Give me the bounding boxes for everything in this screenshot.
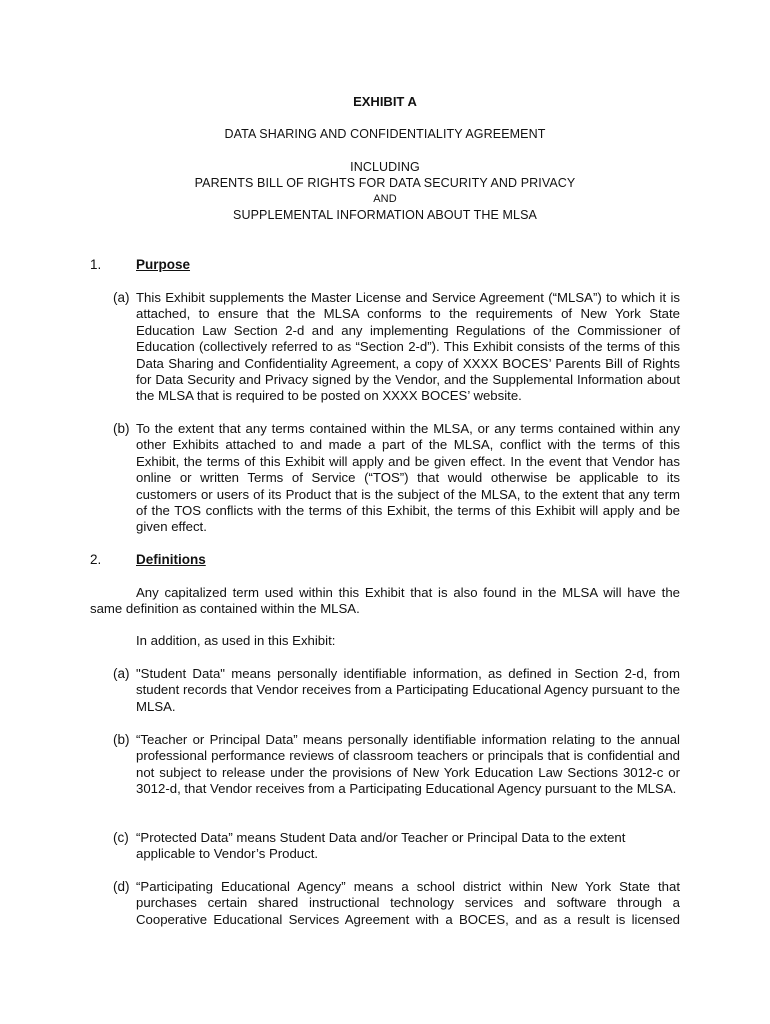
section-1-number: 1. <box>90 257 102 272</box>
subtitle-parents-bill: PARENTS BILL OF RIGHTS FOR DATA SECURITY AND PRIVACY <box>194 176 576 190</box>
section-2-item-c-label: (c) <box>113 830 129 845</box>
section-2-intro-2: In addition, as used in this Exhibit: <box>136 633 336 648</box>
section-1-item-a-text: This Exhibit supplements the Master License and Service Agreement (“MLSA”) to which it is attached, to ensure that the MLSA conforms to the requirements of New York State Education Law Section 2-d and any implementing Regulations of the Commissioner of Education (collectively referred to as “Section 2-d”). This Exhibit consists of the terms of this Data Sharing and Confidentiality Agreement, a copy of XXXX BOCES’ Parents Bill of Rights for Data Security and Privacy signed by the Vendor, and the Supplemental Information about the MLSA that is required to be posted on XXXX BOCES’ website. <box>136 290 680 404</box>
and-label: AND <box>373 193 397 205</box>
section-2-heading: Definitions <box>136 552 206 567</box>
section-1-item-a-label: (a) <box>113 290 130 305</box>
agreement-title: DATA SHARING AND CONFIDENTIALITY AGREEMENT <box>224 127 546 141</box>
including-label: INCLUDING <box>350 160 420 174</box>
section-2-item-a-label: (a) <box>113 666 130 681</box>
section-2-intro: Any capitalized term used within this Exhibit that is also found in the MLSA will have the same definition as contained within the MLSA. <box>90 585 680 617</box>
section-2-item-c-text: “Protected Data” means Student Data and/or Teacher or Principal Data to the extent applicable to Vendor’s Product. <box>136 830 626 862</box>
section-1-item-b-text: To the extent that any terms contained within the MLSA, or any terms contained within any other Exhibits attached to and made a part of the MLSA, conflict with the terms of this Exhibit, the terms of this Exhibit will apply and be given effect. In the event that Vendor has online or written Terms of Service (“TOS”) that would otherwise be applicable to its customers or users of its Product that is the subject of the MLSA, to the extent that any term of the TOS conflicts with the terms of this Exhibit, the terms of this Exhibit will apply and be given effect. <box>136 421 680 535</box>
section-2-item-b-label: (b) <box>113 732 130 747</box>
section-2-item-d-label: (d) <box>113 879 130 894</box>
section-2-number: 2. <box>90 552 102 567</box>
subtitle-supplemental: SUPPLEMENTAL INFORMATION ABOUT THE MLSA <box>233 208 537 222</box>
section-1-item-b-label: (b) <box>113 421 130 436</box>
section-2-item-a-text: "Student Data" means personally identifiable information, as defined in Section 2-d, from student records that Vendor receives from a Participating Educational Agency pursuant to the MLSA. <box>136 666 680 714</box>
section-2-item-d-text: “Participating Educational Agency” means a school district within New York State that purchases certain shared instructional technology services and software through a Cooperative Educational Services Agreement with a BOCES, and as a result is licensed <box>136 879 680 927</box>
exhibit-title: EXHIBIT A <box>353 94 417 109</box>
section-2-item-b-text: “Teacher or Principal Data” means personally identifiable information relating to the annual professional performance reviews of classroom teachers or principals that is confidential and not subject to release under the provisions of New York Education Law Sections 3012-c or 3012-d, that Vendor receives from a Participating Educational Agency pursuant to the MLSA. <box>136 732 680 797</box>
section-1-heading: Purpose <box>136 257 191 272</box>
